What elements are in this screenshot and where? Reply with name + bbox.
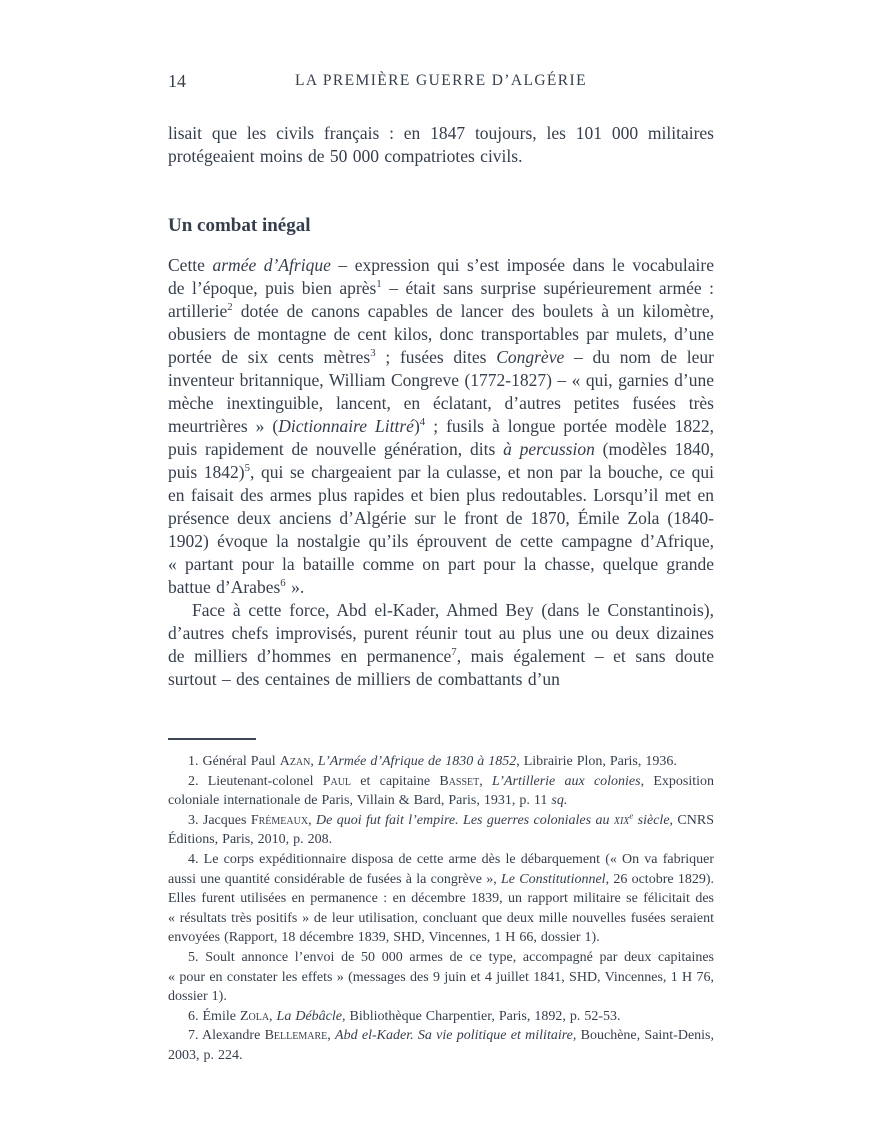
paragraph-face-a-cette-force: Face à cette force, Abd el-Kader, Ahmed Bey (dans le Constantinois), d’autres chefs improvisés, purent réunir tout au plus une ou deux dizaines de milliers d’hommes en permanence$^7$, mais également – et sans doute surtout – des centaines de milliers de combattants d’un [168, 600, 714, 689]
footnote-5: 5. Soult annonce l’envoi de 50 000 armes de ce type, accompagné par deux capitaines « pour en constater les effets » (messages des 9 juin et 4 juillet 1841, SHD, Vincennes, 1 H 76, dossier 1). [168, 949, 714, 1005]
page-number: 14 [168, 71, 186, 91]
footnotes-section [168, 738, 714, 1066]
footnote-4: 4. Le corps expéditionnaire disposa de cette arme dès le débarquement (« On va fabriquer aussi une quantité considérable de fusées à la congrève », Le Constitutionnel, 26 octobre 1829). Elles furent utilisées en permanence : en décembre 1839, un rapport militaire se félicitait des « résultats très positifs » de leur utilisation, concluant que deux mille nouvelles fusées seraient envoyées (Rapport, 18 décembre 1839, SHD, Vincennes, 1 H 66, dossier 1). [168, 851, 714, 946]
page-header [168, 70, 714, 94]
footnote-separator-rule [168, 738, 256, 740]
running-title: LA PREMIÈRE GUERRE D’ALGÉRIE [295, 72, 587, 89]
page-body [168, 254, 714, 691]
footnote-6: 6. Émile Zola, La Débâcle, Bibliothèque Charpentier, Paris, 1892, p. 52-53. [188, 1008, 621, 1024]
opening-paragraph-block [168, 122, 714, 168]
footnote-3: 3. Jacques Frémeaux, De quoi fut fait l’empire. Les guerres coloniales au xix$^e$ siècle, CNRS Éditions, Paris, 2010, p. 208. [168, 810, 714, 848]
paragraph-main: Cette armée d’Afrique – expression qui s’est imposée dans le vocabulaire de l’époque, puis bien après$^1$ – était sans surprise supérieurement armée : artillerie$^2$ dotée de canons capables de lancer des boulets à un kilomètre, obusiers de montagne de cent kilos, donc transportables par mulets, d’une portée de six cents mètres$^3$ ; fusées dites Congrève – du nom de leur inventeur britannique, William Congreve (1772-1827) – « qui, garnies d’une mèche inextinguible, lancent, en éclatant, d’autres petites fusées très meurtrières » (Dictionnaire Littré)$^4$ ; fusils à longue portée modèle 1822, puis rapidement de nouvelle génération, dits à percussion (modèles 1840, puis 1842)$^5$, qui se chargeaient par la culasse, et non par la bouche, ce qui en faisait des armes plus rapides et bien plus redoutables. Lorsqu’il met en présence deux anciens d’Algérie sur le front de 1870, Émile Zola (1840-1902) évoque la nostalgie qu’ils éprouvent de cette campagne d’Afrique, « partant pour la bataille comme on part pour la chasse, quelque grande battue d’Arabes$^6$ ». [168, 255, 715, 597]
footnote-1: 1. Général Paul Azan, L’Armée d’Afrique de 1830 à 1852, Librairie Plon, Paris, 1936. [188, 754, 677, 769]
section-heading: Un combat inégal [168, 215, 311, 236]
footnote-7: 7. Alexandre Bellemare, Abd el-Kader. Sa vie politique et militaire, Bouchène, Saint-Denis, 2003, p. 224. [168, 1028, 715, 1063]
paragraph-opening: lisait que les civils français : en 1847 toujours, les 101 000 militaires protégeaient moins de 50 000 compatriotes civils. [168, 123, 714, 166]
footnote-2: 2. Lieutenant-colonel Paul et capitaine Basset, L’Artillerie aux colonies, Exposition coloniale internationale de Paris, Villain & Bard, Paris, 1931, p. 11 sq. [168, 773, 715, 809]
